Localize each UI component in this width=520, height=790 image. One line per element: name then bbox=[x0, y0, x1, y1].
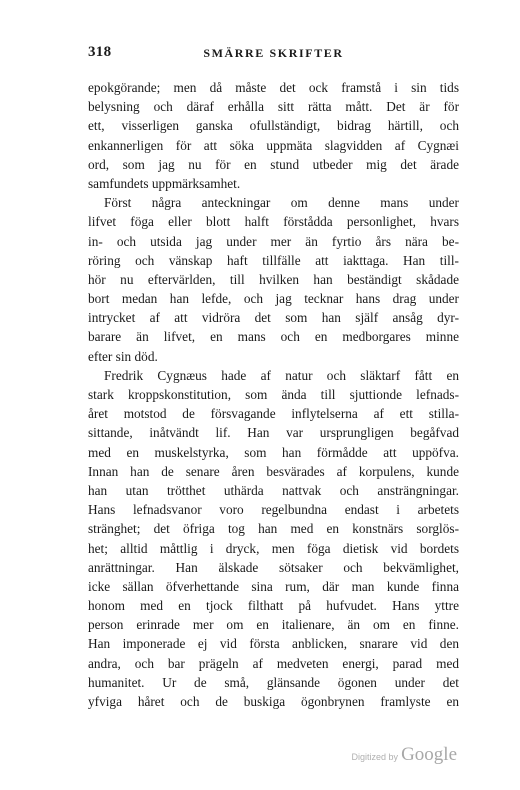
text-line: sittande, inåtvändt lif. Han var ursprungligen begåfvad bbox=[88, 425, 459, 441]
text-line: Hans lefnadsvanor voro regelbundna endast i arbetets bbox=[88, 502, 459, 518]
text-line: epokgörande; men då måste det ock framstå i sin tids bbox=[88, 80, 459, 95]
text-line: Innan han de senare åren besvärades af korpulens, kunde bbox=[88, 463, 459, 479]
running-head: SMÄRRE SKRIFTER bbox=[203, 46, 344, 60]
text-line: yfviga håret och de buskiga ögonbrynen framlyste en bbox=[88, 694, 459, 709]
text-line: han utan trötthet uthärda nattvak och ansträngningar. bbox=[88, 482, 459, 498]
text-line: med en muskelstyrka, som han förmådde att uppöfva. bbox=[88, 444, 459, 460]
text-line: andra, och bar prägeln af medveten energi, parad med bbox=[88, 655, 459, 671]
text-line: het; alltid måttlig i dryck, men föga dietisk vid bordets bbox=[88, 540, 459, 556]
text-line: anrättningar. Han älskade sötsaker och bekvämlighet, bbox=[88, 559, 459, 575]
text-line: året motstod de försvagande inflytelserna af ett stilla- bbox=[88, 406, 459, 422]
text-line: enkannerligen för att söka uppmäta slagvidden af Cygnæi bbox=[88, 137, 459, 153]
text-line: honom med en tjock filthatt på hufvudet. Hans yttre bbox=[88, 598, 459, 614]
text-line: samfundets uppmärksamhet. bbox=[88, 175, 241, 191]
google-logo: Google bbox=[401, 744, 457, 765]
text-line: stränghet; det öfriga tog han med en konstnärs sorglös- bbox=[88, 521, 459, 537]
text-line: efter sin död. bbox=[88, 348, 158, 364]
paragraph bbox=[88, 193, 459, 366]
page-header bbox=[88, 44, 459, 64]
body-text bbox=[88, 78, 459, 711]
text-line: humanitet. Ur de små, glänsande ögonen under det bbox=[88, 674, 459, 690]
text-line: intrycket af att vidröra det som han själf ansåg dyr- bbox=[88, 310, 459, 326]
text-line: person erinrade mer om en italienare, än om en finne. bbox=[88, 617, 459, 633]
text-line: ord, som jag nu för en stund utbeder mig det ärade bbox=[88, 156, 459, 172]
text-line: lifvet föga eller blott halft förstådda personlighet, hvars bbox=[88, 214, 459, 230]
digitized-by-text: Digitized by bbox=[351, 752, 399, 762]
text-line: röring och vänskap haft tillfälle att iakttaga. Han till- bbox=[88, 252, 459, 268]
digitization-watermark bbox=[352, 744, 457, 766]
text-line: barare än lifvet, en mans och en medborgares minne bbox=[88, 329, 459, 345]
text-line: Först några anteckningar om denne mans under bbox=[104, 195, 459, 211]
text-line: in- och utsida jag under mer än fyrtio års nära be- bbox=[88, 233, 459, 249]
text-line: hör nu eftervärlden, till hvilken han beständigt skådade bbox=[88, 271, 459, 287]
paragraph bbox=[88, 78, 459, 193]
text-line: belysning och däraf erhålla sitt rätta mått. Det är för bbox=[88, 99, 459, 115]
text-line: Han imponerade ej vid första anblicken, snarare vid den bbox=[88, 636, 459, 652]
text-line: stark kroppskonstitution, som ända till sjuttionde lefnads- bbox=[88, 387, 459, 402]
page-number: 318 bbox=[88, 44, 112, 60]
text-line: icke sällan öfverhettande sina rum, där man kunde finna bbox=[88, 578, 459, 594]
text-line: bort medan han lefde, och jag tecknar hans drag under bbox=[88, 291, 459, 307]
text-line: Fredrik Cygnæus hade af natur och släktarf fått en bbox=[104, 367, 459, 383]
paragraph bbox=[88, 366, 459, 711]
text-line: ett, visserligen ganska ofullständigt, bidrag härtill, och bbox=[88, 118, 459, 134]
